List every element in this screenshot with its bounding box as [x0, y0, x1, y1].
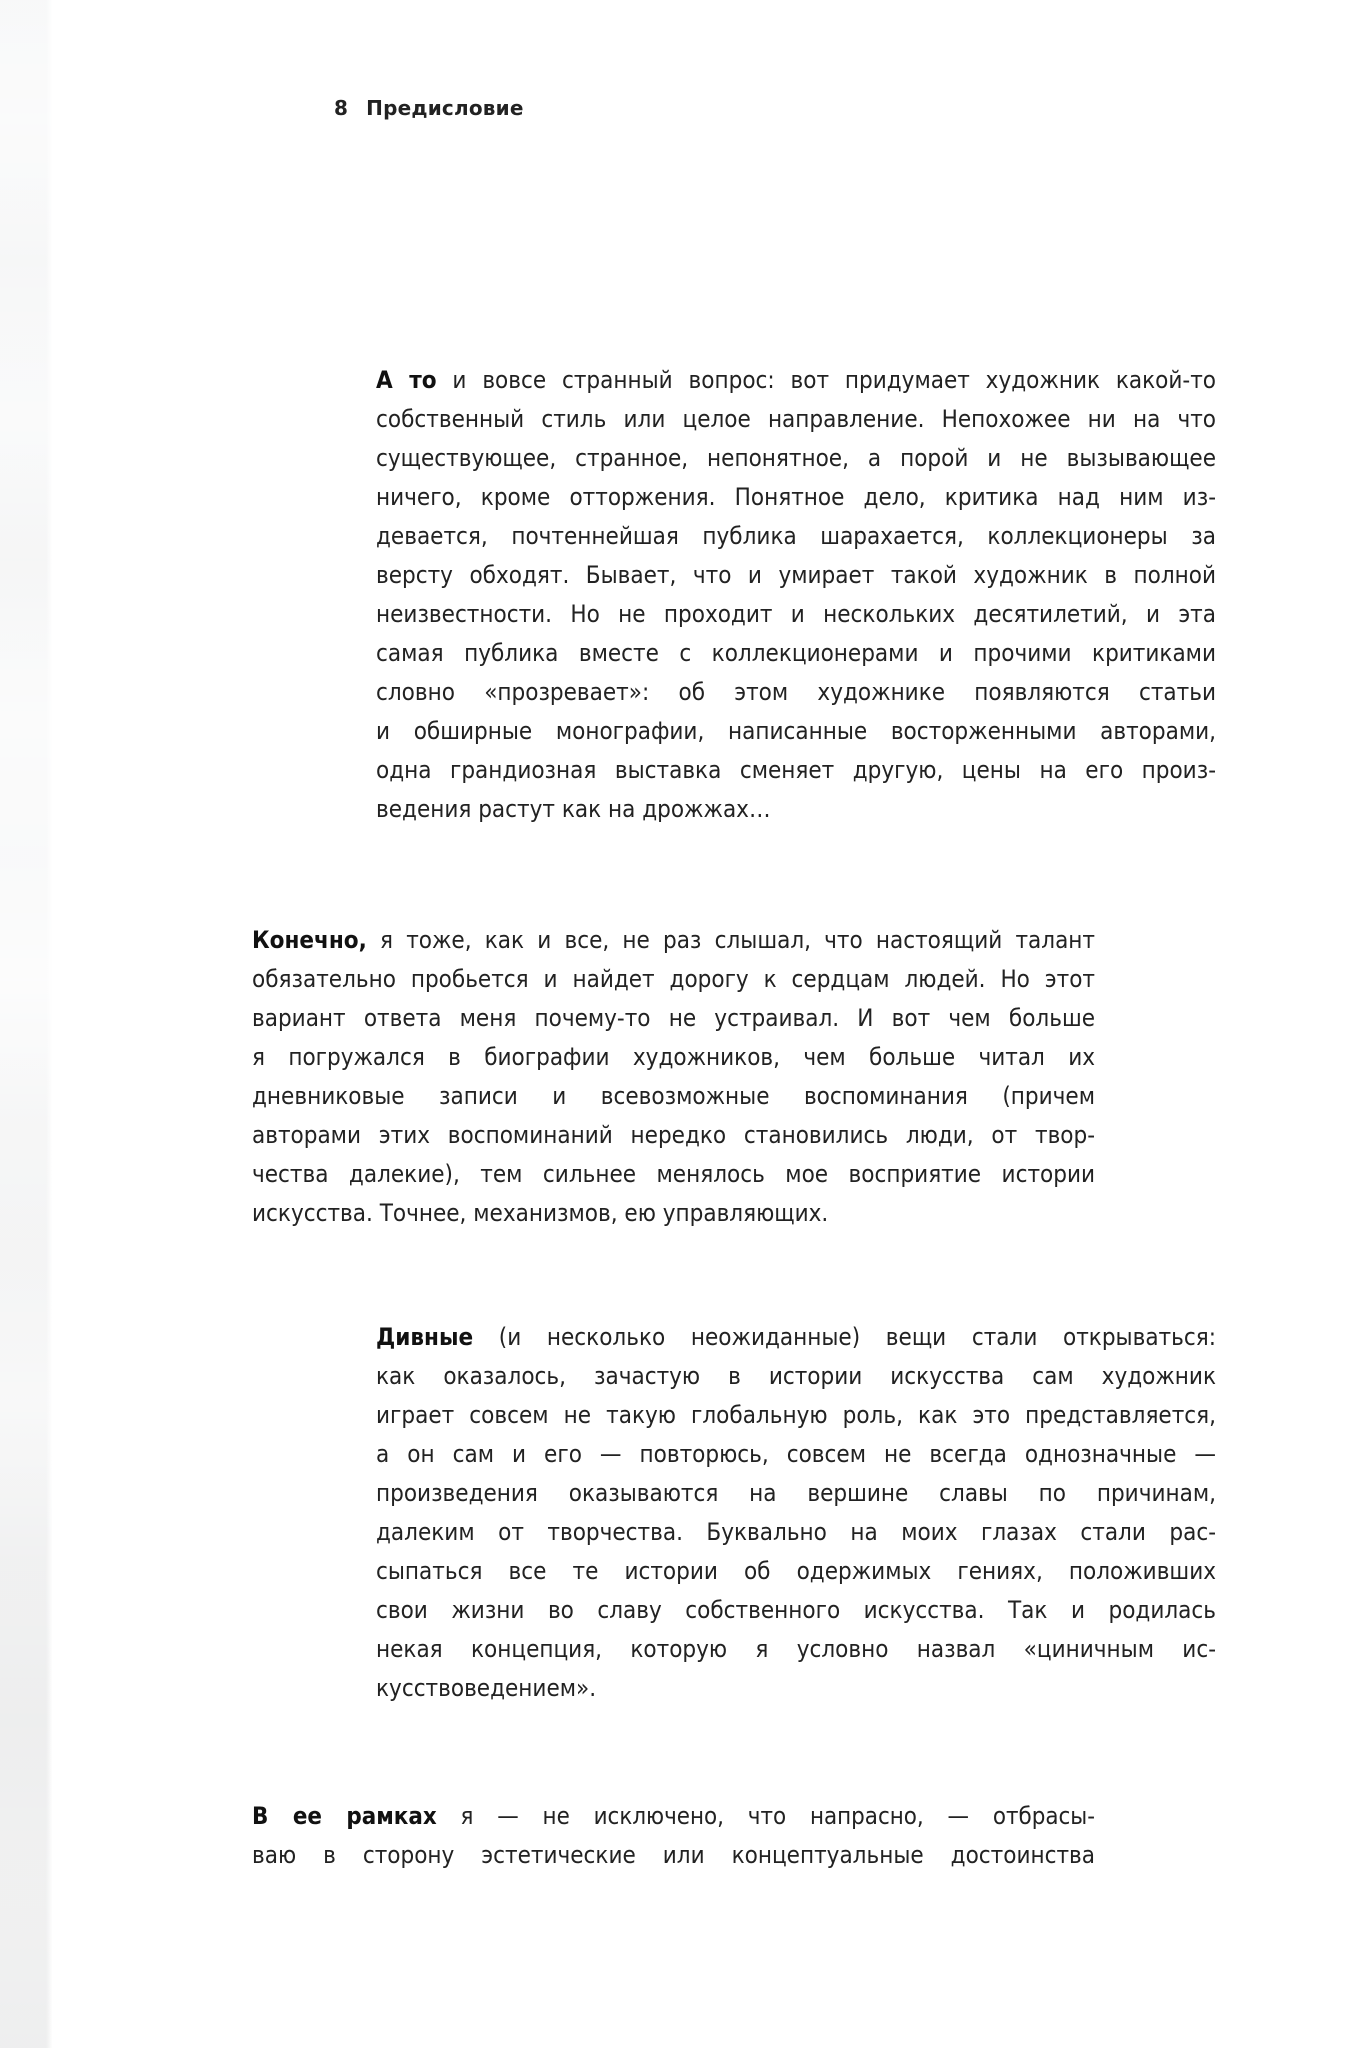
text-line: собственный стиль или целое направление. Непохожее ни на что: [376, 405, 1216, 433]
text-line: Дивные (и несколько неожиданные) вещи стали открываться:: [376, 1323, 1216, 1351]
text-line: далеким от творчества. Буквально на моих глазах стали рас-: [376, 1518, 1216, 1546]
text-line: дневниковые записи и всевозможные воспоминания (причем: [252, 1082, 1095, 1110]
text-line: версту обходят. Бывает, что и умирает такой художник в полной: [376, 561, 1216, 589]
text-line: а он сам и его — повторюсь, совсем не всегда однозначные —: [376, 1440, 1216, 1468]
paragraph-lead: Конечно,: [252, 926, 367, 954]
text-line: искусства. Точнее, механизмов, ею управляющих.: [252, 1199, 829, 1227]
photo-edge-strip: [0, 0, 52, 2048]
text-line: кусствоведением».: [376, 1674, 597, 1702]
text-line: сыпаться все те истории об одержимых гениях, положивших: [376, 1557, 1216, 1585]
paragraph-lead: В ее рамках: [252, 1802, 437, 1830]
text-line: В ее рамках я — не исключено, что напрасно, — отбрасы-: [252, 1802, 1095, 1830]
text-line: вариант ответа меня почему-то не устраивал. И вот чем больше: [252, 1004, 1095, 1032]
text-line: существующее, странное, непонятное, а порой и не вызывающее: [376, 444, 1216, 472]
paragraph-lead: Дивные: [376, 1323, 474, 1351]
text-line: одна грандиозная выставка сменяет другую, цены на его произ-: [376, 756, 1216, 784]
text-line: я погружался в биографии художников, чем больше читал их: [252, 1043, 1095, 1071]
text-line: ничего, кроме отторжения. Понятное дело, критика над ним из-: [376, 483, 1216, 511]
text-line: как оказалось, зачастую в истории искусства сам художник: [376, 1362, 1216, 1390]
paragraph-lead: А то: [376, 366, 437, 394]
text-line: и обширные монографии, написанные восторженными авторами,: [376, 717, 1216, 745]
text-line: самая публика вместе с коллекционерами и прочими критиками: [376, 639, 1216, 667]
text-line: авторами этих воспоминаний нередко становились люди, от твор-: [252, 1121, 1095, 1149]
text-line: чества далекие), тем сильнее менялось мое восприятие истории: [252, 1160, 1095, 1188]
text-line: ваю в сторону эстетические или концептуальные достоинства: [252, 1841, 1095, 1869]
text-line: произведения оказываются на вершине славы по причинам,: [376, 1479, 1216, 1507]
text-line: обязательно пробьется и найдет дорогу к сердцам людей. Но этот: [252, 965, 1095, 993]
paragraph-2: [252, 921, 1095, 1233]
paragraph-3: [376, 1318, 1216, 1708]
text-line: свои жизни во славу собственного искусства. Так и родилась: [376, 1596, 1216, 1624]
text-line: А то и вовсе странный вопрос: вот придумает художник какой-то: [376, 366, 1216, 394]
page-number: 8: [334, 96, 349, 120]
text-line: играет совсем не такую глобальную роль, как это представляется,: [376, 1401, 1216, 1429]
text-line: некая концепция, которую я условно назвал «циничным ис-: [376, 1635, 1216, 1663]
text-line: Конечно, я тоже, как и все, не раз слышал, что настоящий талант: [252, 926, 1095, 954]
text-line: словно «прозревает»: об этом художнике появляются статьи: [376, 678, 1216, 706]
text-line: ведения растут как на дрожжах…: [376, 795, 771, 823]
text-line: девается, почтеннейшая публика шарахается, коллекционеры за: [376, 522, 1216, 550]
section-title: Предисловие: [366, 96, 524, 120]
paragraph-1: [376, 361, 1216, 829]
paragraph-4: [252, 1797, 1095, 1875]
text-line: неизвестности. Но не проходит и нескольких десятилетий, и эта: [376, 600, 1216, 628]
running-head: [334, 96, 524, 120]
